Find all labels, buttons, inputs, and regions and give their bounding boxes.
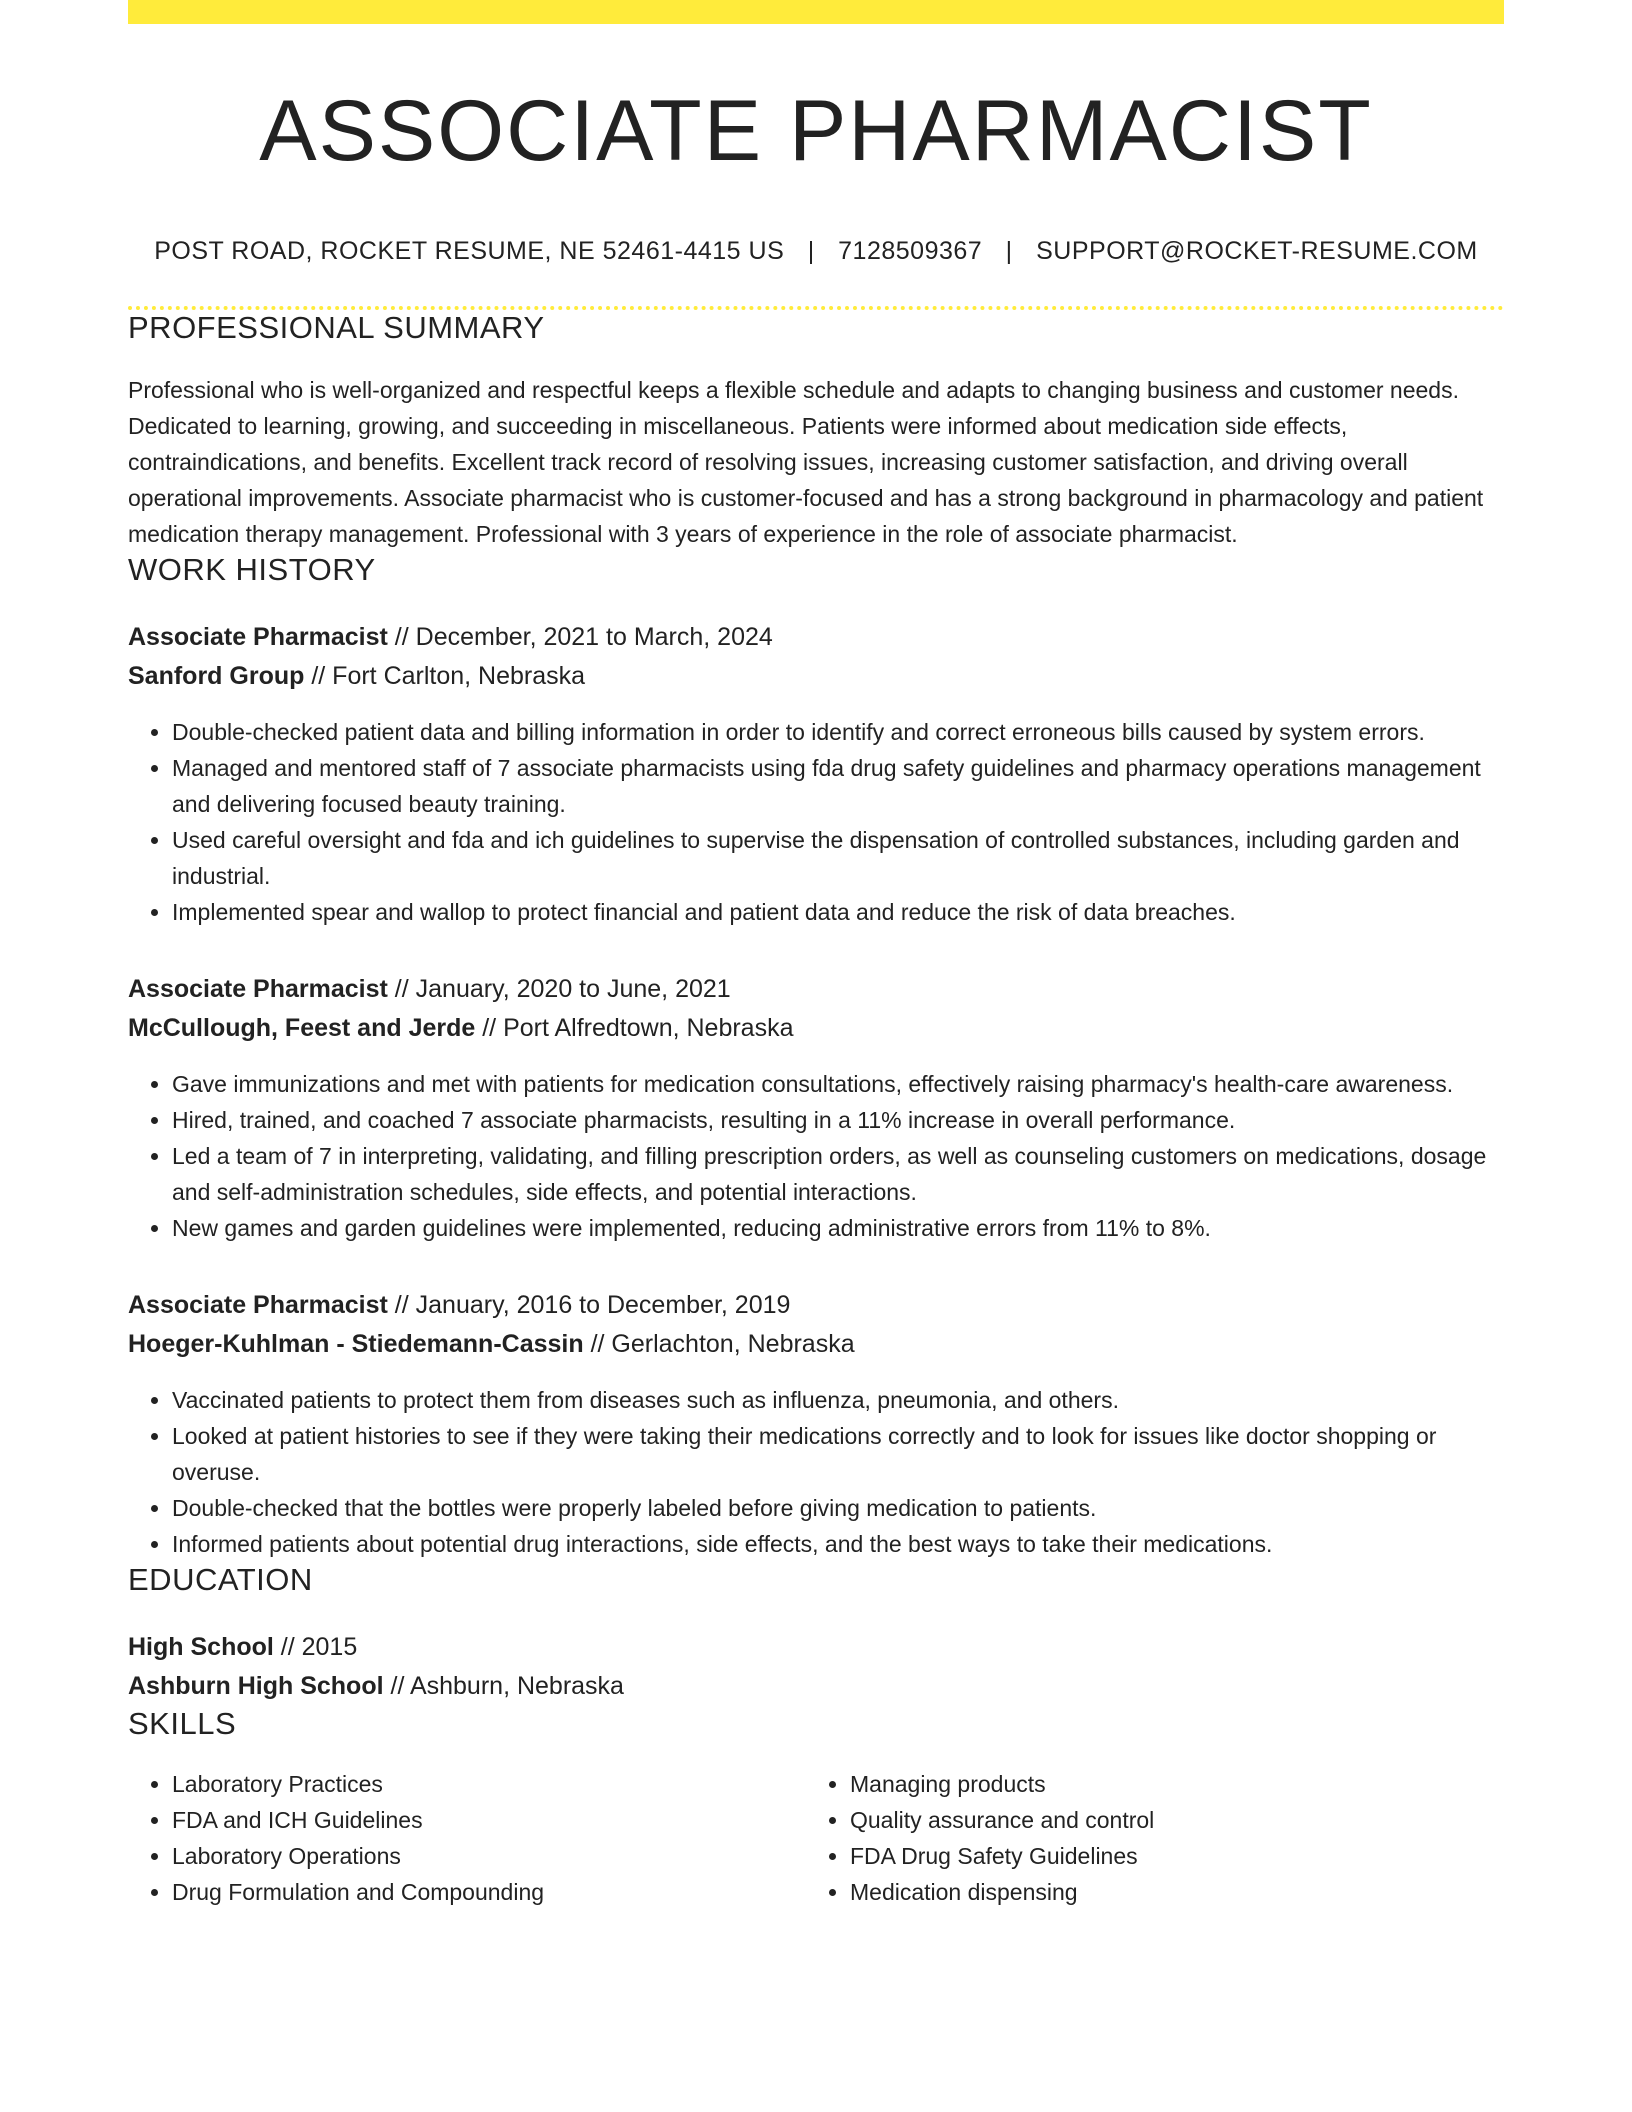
job-dates: // January, 2016 to December, 2019 bbox=[387, 1290, 791, 1319]
job-bullet: • Double-checked patient data and billing information in order to identify and correct erroneous bills caused by system errors. bbox=[172, 714, 1504, 750]
skill-item: • Laboratory Operations bbox=[172, 1838, 806, 1874]
job-role: Associate Pharmacist bbox=[128, 1290, 388, 1319]
job-title-line bbox=[128, 1286, 1504, 1325]
job-bullets bbox=[128, 1066, 1504, 1246]
education-school-line bbox=[128, 1667, 1504, 1706]
contact-email: SUPPORT@ROCKET-RESUME.COM bbox=[1036, 236, 1478, 265]
skill-item: • FDA Drug Safety Guidelines bbox=[850, 1838, 1484, 1874]
job-bullet: • Hired, trained, and coached 7 associate pharmacists, resulting in a 11% increase in overall performance. bbox=[172, 1102, 1504, 1138]
contact-address: POST ROAD, ROCKET RESUME, NE 52461-4415 US bbox=[154, 236, 785, 265]
skill-item: • Drug Formulation and Compounding bbox=[172, 1874, 806, 1910]
job-bullet: • Gave immunizations and met with patients for medication consultations, effectively raising pharmacy's health-care awareness. bbox=[172, 1066, 1504, 1102]
job-entry bbox=[128, 618, 1504, 930]
job-location: // Fort Carlton, Nebraska bbox=[304, 661, 586, 690]
education-school: Ashburn High School bbox=[128, 1671, 384, 1700]
job-location: // Port Alfredtown, Nebraska bbox=[475, 1013, 794, 1042]
skills-list bbox=[128, 1766, 1504, 1910]
job-bullet: • Used careful oversight and fda and ich guidelines to supervise the dispensation of controlled substances, including garden and industrial. bbox=[172, 822, 1504, 894]
job-bullet: • Informed patients about potential drug interactions, side effects, and the best ways to take their medications. bbox=[172, 1526, 1504, 1562]
job-bullet: • Implemented spear and wallop to protect financial and patient data and reduce the risk of data breaches. bbox=[172, 894, 1504, 930]
education-heading: EDUCATION bbox=[128, 1561, 313, 1597]
job-bullet: • New games and garden guidelines were implemented, reducing administrative errors from 11% to 8%. bbox=[172, 1210, 1504, 1246]
job-bullets bbox=[128, 714, 1504, 930]
skill-item: • Managing products bbox=[850, 1766, 1484, 1802]
contact-phone: 7128509367 bbox=[838, 236, 983, 265]
job-title-line bbox=[128, 970, 1504, 1009]
work-history-heading: WORK HISTORY bbox=[128, 551, 376, 587]
job-bullet: • Led a team of 7 in interpreting, validating, and filling prescription orders, as well as counseling customers on medications, dosage and self-administration schedules, side effects, and potential interactions. bbox=[172, 1138, 1504, 1210]
skill-item: • Quality assurance and control bbox=[850, 1802, 1484, 1838]
skills-column-left bbox=[128, 1766, 806, 1910]
skill-item: • Laboratory Practices bbox=[172, 1766, 806, 1802]
job-bullet: • Looked at patient histories to see if they were taking their medications correctly and to look for issues like doctor shopping or overuse. bbox=[172, 1418, 1504, 1490]
education-degree: High School bbox=[128, 1632, 274, 1661]
education-location: // Ashburn, Nebraska bbox=[383, 1671, 624, 1700]
job-entry bbox=[128, 1286, 1504, 1562]
job-location: // Gerlachton, Nebraska bbox=[583, 1329, 855, 1358]
job-company: Hoeger-Kuhlman - Stiedemann-Cassin bbox=[128, 1329, 584, 1358]
accent-bar bbox=[128, 0, 1504, 24]
job-dates: // January, 2020 to June, 2021 bbox=[387, 974, 731, 1003]
contact-line bbox=[128, 237, 1504, 266]
job-company-line bbox=[128, 657, 1504, 696]
resume-page bbox=[128, 0, 1504, 1910]
skills-heading: SKILLS bbox=[128, 1705, 237, 1741]
education-year: // 2015 bbox=[273, 1632, 358, 1661]
skill-item: • FDA and ICH Guidelines bbox=[172, 1802, 806, 1838]
skill-item: • Medication dispensing bbox=[850, 1874, 1484, 1910]
job-company-line bbox=[128, 1009, 1504, 1048]
education-entry bbox=[128, 1628, 1504, 1706]
contact-separator: | bbox=[1005, 236, 1013, 265]
job-bullet: • Vaccinated patients to protect them from diseases such as influenza, pneumonia, and others. bbox=[172, 1382, 1504, 1418]
job-company-line bbox=[128, 1325, 1504, 1364]
job-bullets bbox=[128, 1382, 1504, 1562]
job-entry bbox=[128, 970, 1504, 1246]
job-title-line bbox=[128, 618, 1504, 657]
job-dates: // December, 2021 to March, 2024 bbox=[387, 622, 773, 651]
candidate-name: ASSOCIATE PHARMACIST bbox=[259, 83, 1373, 179]
contact-separator: | bbox=[807, 236, 815, 265]
job-role: Associate Pharmacist bbox=[128, 974, 388, 1003]
job-company: McCullough, Feest and Jerde bbox=[128, 1013, 476, 1042]
job-bullet: • Double-checked that the bottles were properly labeled before giving medication to patients. bbox=[172, 1490, 1504, 1526]
summary-heading: PROFESSIONAL SUMMARY bbox=[128, 309, 545, 345]
job-bullet: • Managed and mentored staff of 7 associate pharmacists using fda drug safety guidelines and pharmacy operations management and delivering focused beauty training. bbox=[172, 750, 1504, 822]
job-role: Associate Pharmacist bbox=[128, 622, 388, 651]
education-degree-line bbox=[128, 1628, 1504, 1667]
summary-text: Professional who is well-organized and respectful keeps a flexible schedule and adapts to changing business and customer needs. Dedicated to learning, growing, and succeeding in miscellaneous. Patients were informed about medication side effects, contraindications, and benefits. Excellent track record of resolving issues, increasing customer satisfaction, and driving overall operational improvements. Associate pharmacist who is customer-focused and has a strong background in pharmacology and patient medication therapy management. Professional with 3 years of experience in the role of associate pharmacist. bbox=[128, 376, 1484, 547]
job-company: Sanford Group bbox=[128, 661, 305, 690]
skills-column-right bbox=[806, 1766, 1484, 1910]
